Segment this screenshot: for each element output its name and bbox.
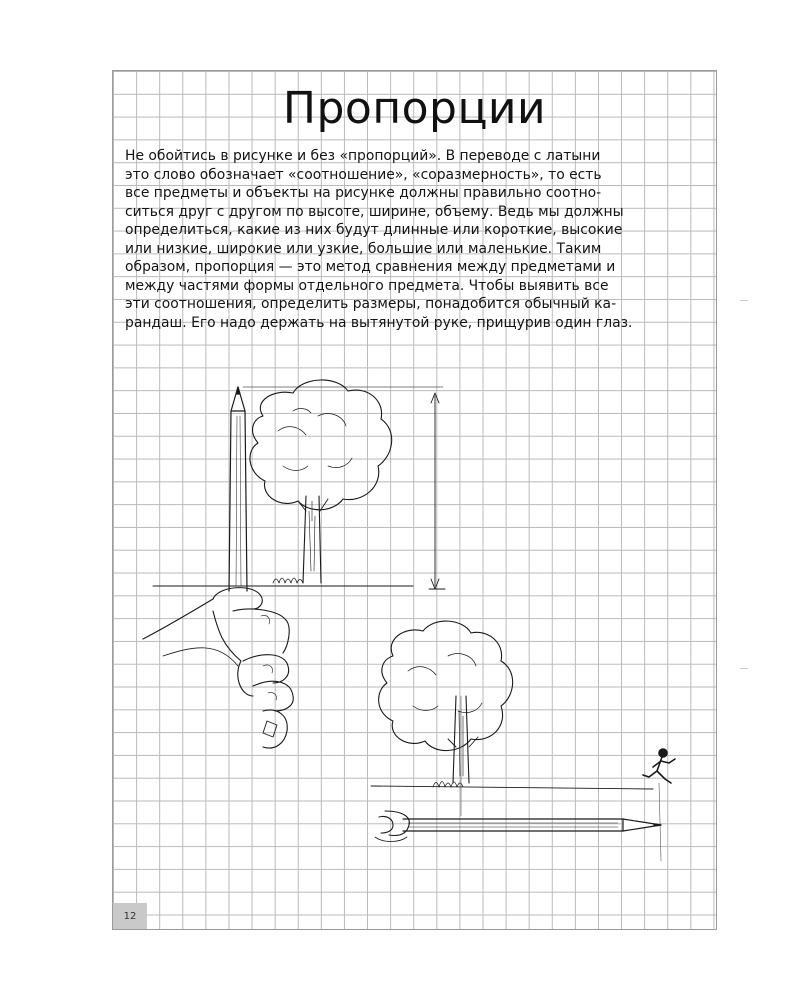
page-title: Пропорции xyxy=(282,83,547,134)
paragraph-line: рандаш. Его надо держать на вытянутой руке, прищурив один глаз. xyxy=(125,314,633,331)
tree-icon xyxy=(250,380,392,583)
tree-icon xyxy=(379,621,513,783)
paragraph-line: Не обойтись в рисунке и без «пропорций». В переводе с латыни xyxy=(125,148,601,164)
paragraph-line: или низкие, широкие или узкие, большие или маленькие. Таким xyxy=(125,240,602,257)
proportion-illustration xyxy=(113,71,718,931)
pencil-icon xyxy=(229,387,247,591)
pencil-icon xyxy=(403,819,661,831)
paragraph-line: эти соотношения, определить размеры, понадобится обычный ка- xyxy=(125,296,617,312)
hand-icon xyxy=(375,811,409,842)
runner-icon xyxy=(643,749,675,783)
paragraph-line: все предметы и объекты на рисунке должны правильно соотно- xyxy=(125,185,602,201)
vertical-measure-sketch xyxy=(143,380,445,748)
page-number: 12 xyxy=(113,903,147,929)
paragraph-line: определиться, какие из них будут длинные или короткие, высокие xyxy=(125,222,623,238)
paragraph-line: между частями формы отдельного предмета. Чтобы выявить все xyxy=(125,277,609,294)
paragraph-line: ситься друг с другом по высоте, ширине, объему. Ведь мы должны xyxy=(125,203,624,220)
crop-mark xyxy=(740,300,748,301)
paragraph-line: образом, пропорция — это метод сравнения между предметами и xyxy=(125,259,616,275)
paragraph-line: это слово обозначает «соотношение», «соразмерность», то есть xyxy=(125,166,602,183)
height-arrow xyxy=(429,393,445,589)
crop-mark xyxy=(740,668,748,669)
grid-page xyxy=(112,70,717,930)
horizontal-measure-sketch xyxy=(371,621,675,861)
hand-icon xyxy=(143,588,293,748)
